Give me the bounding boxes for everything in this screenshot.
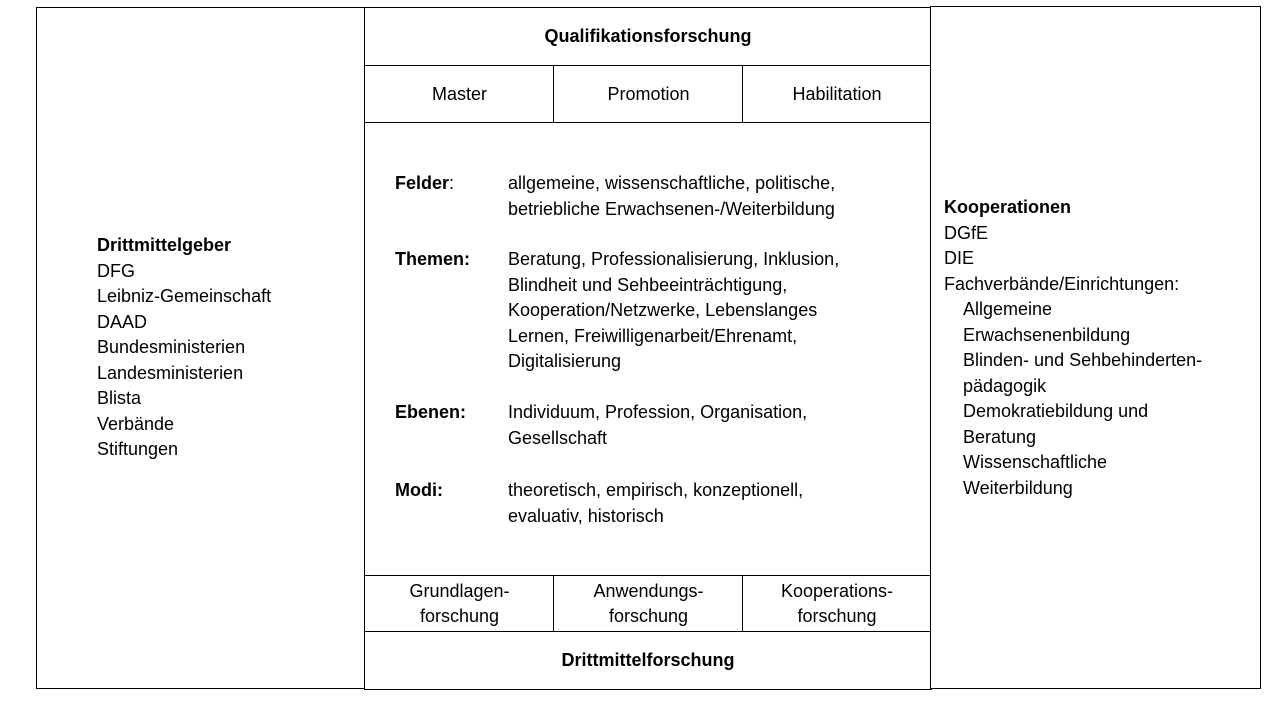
field-text: Individuum, Profession, Organisation, Gesellschaft — [508, 402, 808, 448]
field-label: Modi: — [395, 480, 443, 500]
qual-type-label: Habilitation — [792, 83, 882, 104]
funder-item: Blista — [97, 388, 142, 408]
funder-item: Bundesministerien — [97, 337, 246, 357]
cooperation-item: Fachverbände/Einrichtungen: — [944, 273, 1180, 294]
qual-type-promotion — [553, 65, 744, 123]
third-party-research-title: Drittmittelforschung — [561, 650, 735, 670]
qualification-research-header — [364, 7, 932, 66]
funder-item: DFG — [97, 260, 135, 281]
qual-type-habilitation — [742, 65, 932, 123]
qual-type-master — [364, 65, 555, 123]
cooperation-subitem: Allgemeine — [963, 299, 1053, 319]
qual-type-label: Master — [431, 83, 487, 104]
cooperation-item: DIE — [944, 248, 975, 268]
third-party-research-footer — [364, 631, 932, 690]
cooperation-subitem: pädagogik — [963, 375, 1047, 396]
cooperations-list — [944, 195, 1202, 501]
cooperation-subitem: Beratung — [963, 426, 1037, 447]
cooperations-title: Kooperationen — [944, 197, 1072, 217]
cooperation-subitem: Demokratiebildung und — [963, 401, 1149, 421]
field-label: Felder: — [395, 173, 455, 193]
research-type-basic: Grundlagen- forschung — [364, 575, 555, 633]
qual-type-label: Promotion — [607, 83, 690, 104]
cooperation-subitem: Wissenschaftliche — [963, 452, 1108, 472]
field-row-ebenen — [395, 400, 915, 451]
field-text: allgemeine, wissenschaftliche, politische, betriebliche Erwachsenen-/Weiterbildung — [508, 173, 836, 219]
funder-item: DAAD — [97, 311, 148, 332]
cooperation-subitem: Blinden- und Sehbehinderten- — [963, 350, 1203, 370]
qualification-research-title: Qualifikationsforschung — [544, 26, 752, 46]
funders-list — [97, 233, 271, 463]
field-text: Beratung, Professionalisierung, Inklusion, Blindheit und Sehbeeinträchtigung, Kooperation/Netzwerke, Lebenslanges Lernen, Freiwilligenarbeit/Ehrenamt, Digitalisierung — [508, 249, 840, 371]
funder-item: Verbände — [97, 413, 175, 434]
field-label: Ebenen: — [395, 402, 467, 422]
field-row-felder — [395, 171, 915, 222]
cooperation-subitem: Erwachsenenbildung — [963, 324, 1131, 345]
field-row-modi — [395, 478, 915, 529]
field-text: theoretisch, empirisch, konzeptionell, evaluativ, historisch — [508, 480, 804, 526]
funder-item: Landesministerien — [97, 362, 244, 383]
research-type-applied: Anwendungs- forschung — [553, 575, 744, 633]
research-type-cooperative: Kooperations- forschung — [742, 575, 932, 633]
funders-title: Drittmittelgeber — [97, 235, 232, 255]
funder-item: Leibniz-Gemeinschaft — [97, 286, 272, 306]
field-row-themen — [395, 247, 915, 375]
funder-item: Stiftungen — [97, 439, 179, 459]
field-label: Themen: — [395, 249, 471, 269]
cooperation-item: DGfE — [944, 222, 989, 243]
cooperation-subitem: Weiterbildung — [963, 477, 1073, 498]
